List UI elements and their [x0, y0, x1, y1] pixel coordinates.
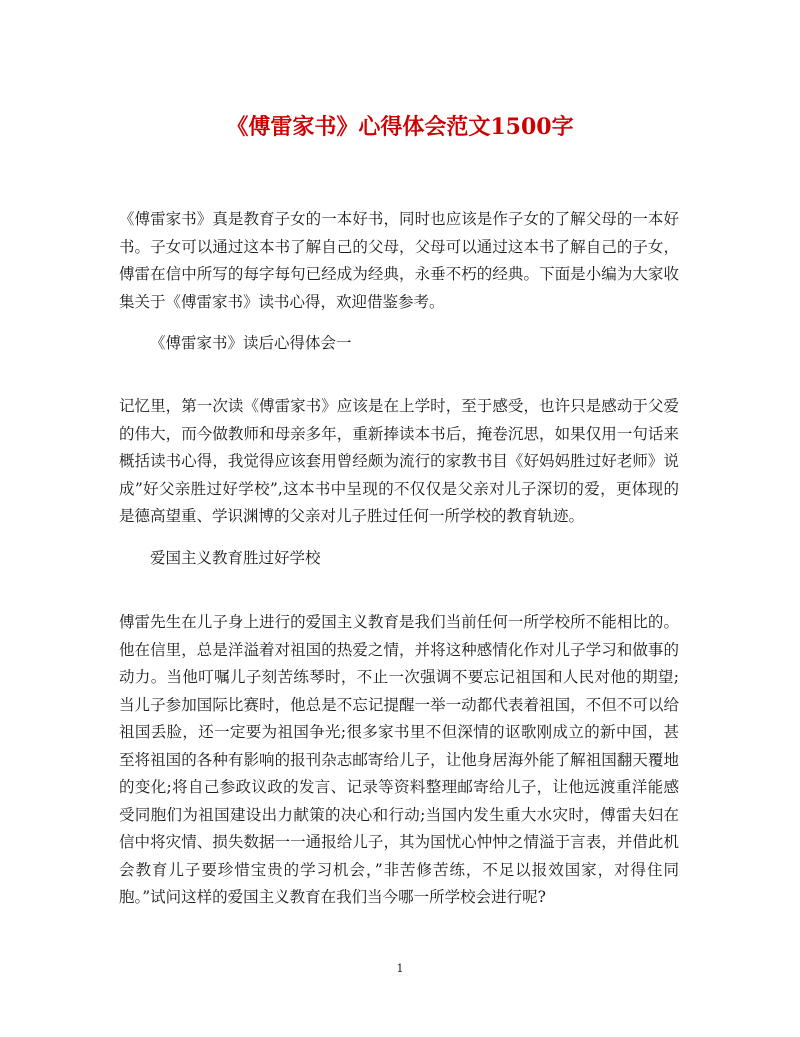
section-heading-2: 爱国主义教育胜过好学校	[150, 549, 321, 567]
intro-paragraph: 《傅雷家书》真是教育子女的一本好书，同时也应该是作子女的了解父母的一本好书。子女可以通过这本书了解自己的父母，父母可以通过这本书了解自己的子女，傅雷在信中所写的每字每句已经成为经典，永垂不朽的经典。下面是小编为大家收集关于《傅雷家书》读书心得，欢迎借鉴参考。	[119, 210, 679, 311]
document-title: 《傅雷家书》心得体会范文1500字	[226, 114, 574, 140]
page-number: 1	[396, 962, 404, 975]
body-paragraph-1: 记忆里，第一次读《傅雷家书》应该是在上学时，至于感受，也许只是感动于父爱的伟大，而今做教师和母亲多年，重新捧读本书后，掩卷沉思，如果仅用一句话来概括读书心得，我觉得应该套用曾经颇为流行的家教书目《好妈妈胜过好老师》说成”好父亲胜过好学校”,这本书中呈现的不仅仅是父亲对儿子深切的爱，更体现的是德高望重、学识渊博的父亲对儿子胜过任何一所学校的教育轨迹。	[119, 397, 679, 525]
section-heading-1: 《傅雷家书》读后心得体会一	[150, 334, 352, 352]
body-paragraph-2: 傅雷先生在儿子身上进行的爱国主义教育是我们当前任何一所学校所不能相比的。他在信里，总是洋溢着对祖国的热爱之情，并将这种感情化作对儿子学习和做事的动力。当他叮嘱儿子刻苦练琴时，不止一次强调不要忘记祖国和人民对他的期望;当儿子参加国际比赛时，他总是不忘记提醒一举一动都代表着祖国，不但不可以给祖国丢脸，还一定要为祖国争光;很多家书里不但深情的讴歌刚成立的新中国，甚至将祖国的各种有影响的报刊杂志邮寄给儿子，让他身居海外能了解祖国翻天覆地的变化;将自己参政议政的发言、记录等资料整理邮寄给儿子，让他远渡重洋能感受同胞们为祖国建设出力献策的决心和行动;当国内发生重大水灾时，傅雷夫妇在信中将灾情、损失数据一一通报给儿子，其为国忧心忡忡之情溢于言表，并借此机会教育儿子要珍惜宝贵的学习机会，”非苦修苦练，不足以报效国家，对得住同胞。”试问这样的爱国主义教育在我们当今哪一所学校会进行呢?	[119, 613, 679, 906]
